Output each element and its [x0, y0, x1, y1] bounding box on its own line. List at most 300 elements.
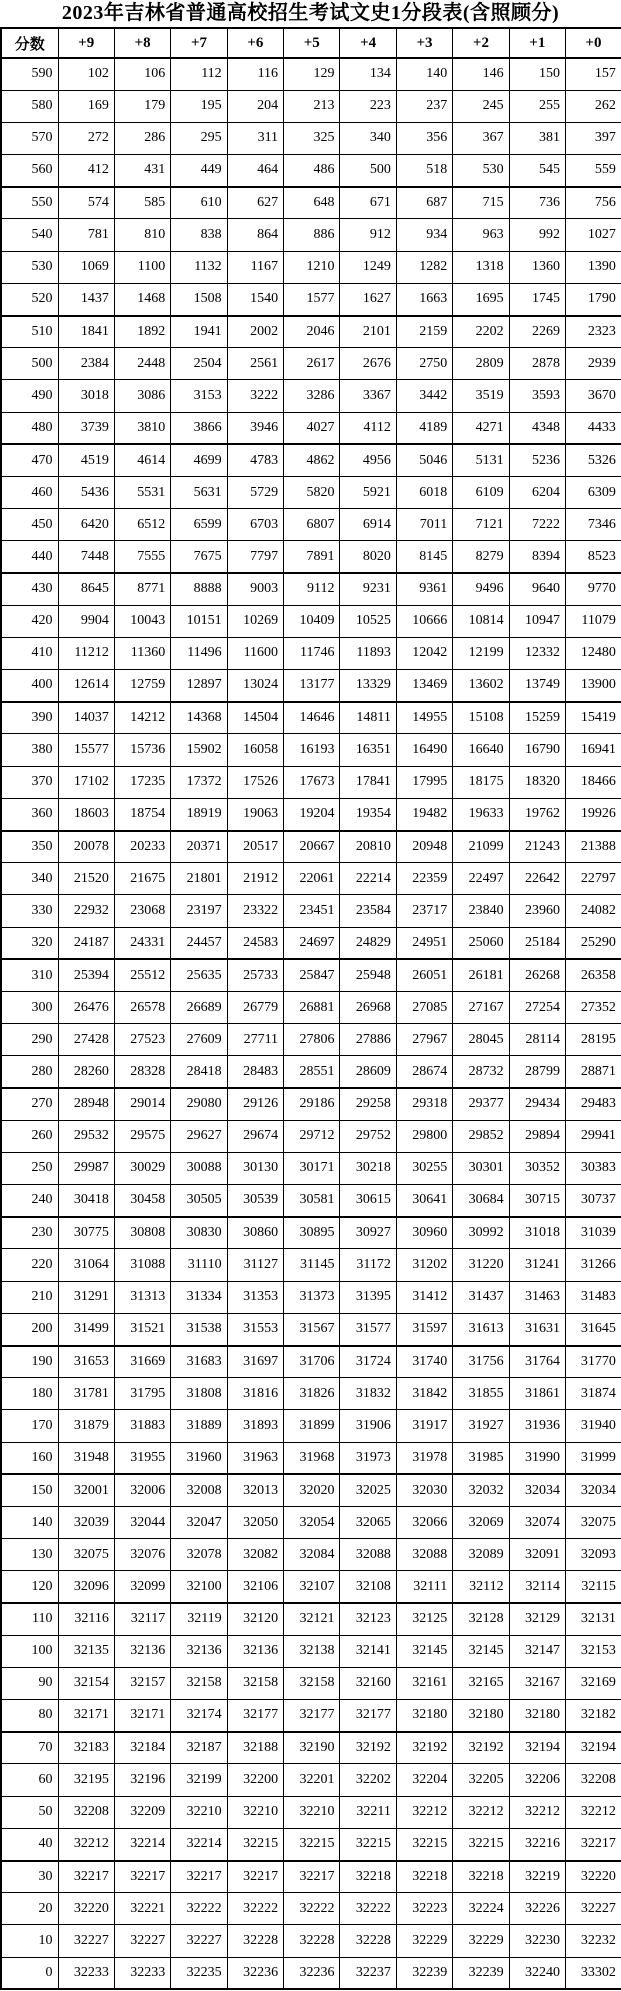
count-cell: 30352: [509, 1152, 565, 1184]
count-cell: 26689: [171, 991, 227, 1023]
count-cell: 31968: [284, 1442, 340, 1474]
count-cell: 13177: [284, 670, 340, 702]
count-cell: 30581: [284, 1185, 340, 1217]
count-cell: 31826: [284, 1378, 340, 1410]
count-cell: 31740: [396, 1346, 452, 1378]
count-cell: 31645: [566, 1313, 621, 1345]
count-cell: 26181: [453, 959, 509, 991]
count-cell: 22214: [340, 863, 396, 895]
table-row: [1, 380, 621, 412]
count-cell: 32229: [396, 1925, 452, 1957]
count-cell: 11746: [284, 637, 340, 669]
score-cell: 170: [1, 1410, 58, 1442]
score-cell: 320: [1, 927, 58, 959]
count-cell: 29483: [566, 1088, 621, 1120]
count-cell: 32187: [171, 1732, 227, 1764]
count-cell: 29941: [566, 1120, 621, 1152]
count-cell: 32227: [171, 1925, 227, 1957]
count-cell: 1249: [340, 251, 396, 283]
count-cell: 8771: [114, 573, 170, 605]
count-cell: 4699: [171, 444, 227, 476]
count-cell: 31861: [509, 1378, 565, 1410]
count-cell: 27254: [509, 991, 565, 1023]
count-cell: 29014: [114, 1088, 170, 1120]
count-cell: 756: [566, 187, 621, 219]
count-cell: 1167: [227, 251, 283, 283]
score-cell: 60: [1, 1764, 58, 1796]
count-cell: 29186: [284, 1088, 340, 1120]
score-cell: 460: [1, 476, 58, 508]
count-cell: 32136: [227, 1635, 283, 1667]
count-cell: 3946: [227, 412, 283, 444]
offset-column-header: +6: [227, 28, 283, 58]
offset-column-header: +0: [566, 28, 621, 58]
count-cell: 627: [227, 187, 283, 219]
table-row: [1, 895, 621, 927]
count-cell: 5131: [453, 444, 509, 476]
count-cell: 23068: [114, 895, 170, 927]
count-cell: 32013: [227, 1474, 283, 1506]
count-cell: 19633: [453, 798, 509, 830]
count-cell: 237: [396, 90, 452, 122]
count-cell: 559: [566, 155, 621, 187]
count-cell: 32192: [453, 1732, 509, 1764]
count-cell: 3222: [227, 380, 283, 412]
count-cell: 32210: [171, 1796, 227, 1828]
count-cell: 30641: [396, 1185, 452, 1217]
count-cell: 545: [509, 155, 565, 187]
count-cell: 29712: [284, 1120, 340, 1152]
count-cell: 32138: [284, 1635, 340, 1667]
count-cell: 4783: [227, 444, 283, 476]
count-cell: 27428: [58, 1024, 114, 1056]
count-cell: 32111: [396, 1571, 452, 1603]
count-cell: 31978: [396, 1442, 452, 1474]
table-row: [1, 1539, 621, 1571]
count-cell: 31756: [453, 1346, 509, 1378]
score-cell: 530: [1, 251, 58, 283]
count-cell: 32165: [453, 1667, 509, 1699]
count-cell: 32232: [566, 1925, 621, 1957]
table-row: [1, 58, 621, 90]
offset-column-header: +1: [509, 28, 565, 58]
count-cell: 736: [509, 187, 565, 219]
count-cell: 27806: [284, 1024, 340, 1056]
count-cell: 32228: [340, 1925, 396, 1957]
count-cell: 21099: [453, 831, 509, 863]
count-cell: 31039: [566, 1217, 621, 1249]
count-cell: 24697: [284, 927, 340, 959]
count-cell: 6109: [453, 476, 509, 508]
count-cell: 32199: [171, 1764, 227, 1796]
count-cell: 29126: [227, 1088, 283, 1120]
count-cell: 9770: [566, 573, 621, 605]
table-row: [1, 1249, 621, 1281]
count-cell: 19204: [284, 798, 340, 830]
table-row: [1, 959, 621, 991]
count-cell: 32180: [509, 1700, 565, 1732]
count-cell: 6018: [396, 476, 452, 508]
count-cell: 5921: [340, 476, 396, 508]
count-cell: 19354: [340, 798, 396, 830]
count-cell: 31960: [171, 1442, 227, 1474]
count-cell: 19063: [227, 798, 283, 830]
count-cell: 30218: [340, 1152, 396, 1184]
table-head: [1, 28, 621, 58]
count-cell: 912: [340, 219, 396, 251]
count-cell: 32128: [453, 1603, 509, 1635]
count-cell: 31631: [509, 1313, 565, 1345]
count-cell: 32006: [114, 1474, 170, 1506]
count-cell: 4433: [566, 412, 621, 444]
score-cell: 210: [1, 1281, 58, 1313]
score-cell: 180: [1, 1378, 58, 1410]
score-cell: 250: [1, 1152, 58, 1184]
score-cell: 240: [1, 1185, 58, 1217]
score-cell: 40: [1, 1828, 58, 1860]
count-cell: 106: [114, 58, 170, 90]
count-cell: 32147: [509, 1635, 565, 1667]
count-cell: 31202: [396, 1249, 452, 1281]
count-cell: 32218: [340, 1861, 396, 1893]
count-cell: 992: [509, 219, 565, 251]
count-cell: 31906: [340, 1410, 396, 1442]
count-cell: 16640: [453, 734, 509, 766]
score-cell: 190: [1, 1346, 58, 1378]
count-cell: 31597: [396, 1313, 452, 1345]
count-cell: 4348: [509, 412, 565, 444]
count-cell: 30171: [284, 1152, 340, 1184]
score-cell: 330: [1, 895, 58, 927]
count-cell: 31955: [114, 1442, 170, 1474]
count-cell: 26779: [227, 991, 283, 1023]
count-cell: 26358: [566, 959, 621, 991]
count-cell: 28551: [284, 1056, 340, 1088]
count-cell: 7891: [284, 541, 340, 573]
count-cell: 32212: [566, 1796, 621, 1828]
count-cell: 32214: [114, 1828, 170, 1860]
count-cell: 32091: [509, 1539, 565, 1571]
count-cell: 585: [114, 187, 170, 219]
count-cell: 32206: [509, 1764, 565, 1796]
offset-column-header: +5: [284, 28, 340, 58]
count-cell: 32223: [396, 1893, 452, 1925]
count-cell: 12332: [509, 637, 565, 669]
count-cell: 32220: [566, 1861, 621, 1893]
count-cell: 5631: [171, 476, 227, 508]
count-cell: 32215: [340, 1828, 396, 1860]
score-cell: 490: [1, 380, 58, 412]
table-row: [1, 509, 621, 541]
count-cell: 32227: [114, 1925, 170, 1957]
count-cell: 10814: [453, 605, 509, 637]
count-cell: 2809: [453, 348, 509, 380]
count-cell: 32208: [566, 1764, 621, 1796]
count-cell: 1540: [227, 283, 283, 315]
count-cell: 28674: [396, 1056, 452, 1088]
count-cell: 112: [171, 58, 227, 90]
count-cell: 30737: [566, 1185, 621, 1217]
count-cell: 32131: [566, 1603, 621, 1635]
count-cell: 31018: [509, 1217, 565, 1249]
count-cell: 311: [227, 122, 283, 154]
count-cell: 8645: [58, 573, 114, 605]
score-cell: 200: [1, 1313, 58, 1345]
count-cell: 1360: [509, 251, 565, 283]
count-cell: 10043: [114, 605, 170, 637]
count-cell: 671: [340, 187, 396, 219]
count-cell: 30830: [171, 1217, 227, 1249]
table-row: [1, 187, 621, 219]
count-cell: 32177: [340, 1700, 396, 1732]
count-cell: 32129: [509, 1603, 565, 1635]
count-cell: 32169: [566, 1667, 621, 1699]
count-cell: 32123: [340, 1603, 396, 1635]
count-cell: 28799: [509, 1056, 565, 1088]
count-cell: 32153: [566, 1635, 621, 1667]
count-cell: 1790: [566, 283, 621, 315]
count-cell: 17841: [340, 766, 396, 798]
score-cell: 400: [1, 670, 58, 702]
count-cell: 31874: [566, 1378, 621, 1410]
count-cell: 33302: [566, 1957, 621, 1989]
count-cell: 20371: [171, 831, 227, 863]
count-cell: 29800: [396, 1120, 452, 1152]
table-row: [1, 541, 621, 573]
score-cell: 140: [1, 1506, 58, 1538]
count-cell: 32217: [284, 1861, 340, 1893]
count-cell: 6807: [284, 509, 340, 541]
count-cell: 146: [453, 58, 509, 90]
count-cell: 14368: [171, 702, 227, 734]
table-row: [1, 1088, 621, 1120]
count-cell: 3670: [566, 380, 621, 412]
count-cell: 32204: [396, 1764, 452, 1796]
count-cell: 18919: [171, 798, 227, 830]
table-body: [1, 58, 621, 1989]
count-cell: 223: [340, 90, 396, 122]
score-cell: 230: [1, 1217, 58, 1249]
count-cell: 6599: [171, 509, 227, 541]
count-cell: 7448: [58, 541, 114, 573]
count-cell: 27886: [340, 1024, 396, 1056]
table-row: [1, 90, 621, 122]
count-cell: 24457: [171, 927, 227, 959]
count-cell: 32100: [171, 1571, 227, 1603]
count-cell: 32222: [284, 1893, 340, 1925]
count-cell: 32200: [227, 1764, 283, 1796]
count-cell: 31832: [340, 1378, 396, 1410]
count-cell: 3442: [396, 380, 452, 412]
count-cell: 31855: [453, 1378, 509, 1410]
count-cell: 27523: [114, 1024, 170, 1056]
count-cell: 32217: [227, 1861, 283, 1893]
count-cell: 25635: [171, 959, 227, 991]
count-cell: 31313: [114, 1281, 170, 1313]
count-cell: 25394: [58, 959, 114, 991]
count-cell: 7011: [396, 509, 452, 541]
count-cell: 25847: [284, 959, 340, 991]
count-cell: 32219: [509, 1861, 565, 1893]
count-cell: 29894: [509, 1120, 565, 1152]
count-cell: 8145: [396, 541, 452, 573]
count-cell: 31940: [566, 1410, 621, 1442]
count-cell: 32135: [58, 1635, 114, 1667]
count-cell: 32212: [453, 1796, 509, 1828]
count-cell: 11496: [171, 637, 227, 669]
count-cell: 31483: [566, 1281, 621, 1313]
count-cell: 30960: [396, 1217, 452, 1249]
count-cell: 32106: [227, 1571, 283, 1603]
count-cell: 4519: [58, 444, 114, 476]
count-cell: 32145: [453, 1635, 509, 1667]
count-cell: 20233: [114, 831, 170, 863]
count-cell: 32158: [227, 1667, 283, 1699]
count-cell: 3593: [509, 380, 565, 412]
count-cell: 31437: [453, 1281, 509, 1313]
table-row: [1, 1056, 621, 1088]
count-cell: 1577: [284, 283, 340, 315]
score-cell: 480: [1, 412, 58, 444]
count-cell: 15577: [58, 734, 114, 766]
count-cell: 32217: [171, 1861, 227, 1893]
count-cell: 29852: [453, 1120, 509, 1152]
count-cell: 29318: [396, 1088, 452, 1120]
count-cell: 7555: [114, 541, 170, 573]
table-row: [1, 734, 621, 766]
count-cell: 13900: [566, 670, 621, 702]
count-cell: 11360: [114, 637, 170, 669]
count-cell: 32218: [453, 1861, 509, 1893]
count-cell: 31127: [227, 1249, 283, 1281]
table-row: [1, 1667, 621, 1699]
table-row: [1, 927, 621, 959]
table-row: [1, 1185, 621, 1217]
table-row: [1, 1120, 621, 1152]
count-cell: 26051: [396, 959, 452, 991]
score-cell: 160: [1, 1442, 58, 1474]
count-cell: 20078: [58, 831, 114, 863]
count-cell: 22642: [509, 863, 565, 895]
count-cell: 340: [340, 122, 396, 154]
count-cell: 31669: [114, 1346, 170, 1378]
count-cell: 32190: [284, 1732, 340, 1764]
count-cell: 16193: [284, 734, 340, 766]
count-cell: 6512: [114, 509, 170, 541]
count-cell: 4862: [284, 444, 340, 476]
count-cell: 32212: [509, 1796, 565, 1828]
score-cell: 10: [1, 1925, 58, 1957]
count-cell: 9496: [453, 573, 509, 605]
count-cell: 1941: [171, 316, 227, 348]
count-cell: 464: [227, 155, 283, 187]
count-cell: 32236: [227, 1957, 283, 1989]
score-cell: 450: [1, 509, 58, 541]
count-cell: 32224: [453, 1893, 509, 1925]
count-cell: 1892: [114, 316, 170, 348]
offset-column-header: +4: [340, 28, 396, 58]
count-cell: 31220: [453, 1249, 509, 1281]
count-cell: 32121: [284, 1603, 340, 1635]
count-cell: 32182: [566, 1700, 621, 1732]
count-cell: 449: [171, 155, 227, 187]
count-cell: 431: [114, 155, 170, 187]
count-cell: 262: [566, 90, 621, 122]
count-cell: 31064: [58, 1249, 114, 1281]
count-cell: 10409: [284, 605, 340, 637]
score-cell: 50: [1, 1796, 58, 1828]
count-cell: 32214: [171, 1828, 227, 1860]
count-cell: 4112: [340, 412, 396, 444]
count-cell: 30615: [340, 1185, 396, 1217]
count-cell: 15736: [114, 734, 170, 766]
table-row: [1, 766, 621, 798]
count-cell: 1437: [58, 283, 114, 315]
table-row: [1, 283, 621, 315]
count-cell: 32222: [340, 1893, 396, 1925]
score-cell: 470: [1, 444, 58, 476]
count-cell: 24082: [566, 895, 621, 927]
count-cell: 29752: [340, 1120, 396, 1152]
count-cell: 25733: [227, 959, 283, 991]
count-cell: 32032: [453, 1474, 509, 1506]
count-cell: 4271: [453, 412, 509, 444]
count-cell: 25060: [453, 927, 509, 959]
count-cell: 27085: [396, 991, 452, 1023]
count-cell: 6420: [58, 509, 114, 541]
count-cell: 27352: [566, 991, 621, 1023]
table-row: [1, 122, 621, 154]
count-cell: 31373: [284, 1281, 340, 1313]
count-cell: 500: [340, 155, 396, 187]
score-cell: 580: [1, 90, 58, 122]
count-cell: 204: [227, 90, 283, 122]
count-cell: 32217: [566, 1828, 621, 1860]
count-cell: 10666: [396, 605, 452, 637]
count-cell: 32184: [114, 1732, 170, 1764]
count-cell: 13602: [453, 670, 509, 702]
count-cell: 26881: [284, 991, 340, 1023]
count-cell: 31899: [284, 1410, 340, 1442]
count-cell: 32066: [396, 1506, 452, 1538]
count-cell: 530: [453, 155, 509, 187]
count-cell: 32177: [227, 1700, 283, 1732]
count-cell: 32167: [509, 1667, 565, 1699]
count-cell: 810: [114, 219, 170, 251]
count-cell: 18466: [566, 766, 621, 798]
count-cell: 32047: [171, 1506, 227, 1538]
count-cell: 6703: [227, 509, 283, 541]
count-cell: 26578: [114, 991, 170, 1023]
count-cell: 7346: [566, 509, 621, 541]
score-cell: 270: [1, 1088, 58, 1120]
table-row: [1, 476, 621, 508]
count-cell: 24331: [114, 927, 170, 959]
count-cell: 2269: [509, 316, 565, 348]
count-cell: 32078: [171, 1539, 227, 1571]
count-cell: 32120: [227, 1603, 283, 1635]
count-cell: 32239: [453, 1957, 509, 1989]
count-cell: 17673: [284, 766, 340, 798]
count-cell: 13329: [340, 670, 396, 702]
offset-column-header: +7: [171, 28, 227, 58]
count-cell: 486: [284, 155, 340, 187]
count-cell: 31683: [171, 1346, 227, 1378]
count-cell: 32075: [566, 1506, 621, 1538]
score-cell: 100: [1, 1635, 58, 1667]
count-cell: 102: [58, 58, 114, 90]
count-cell: 27167: [453, 991, 509, 1023]
